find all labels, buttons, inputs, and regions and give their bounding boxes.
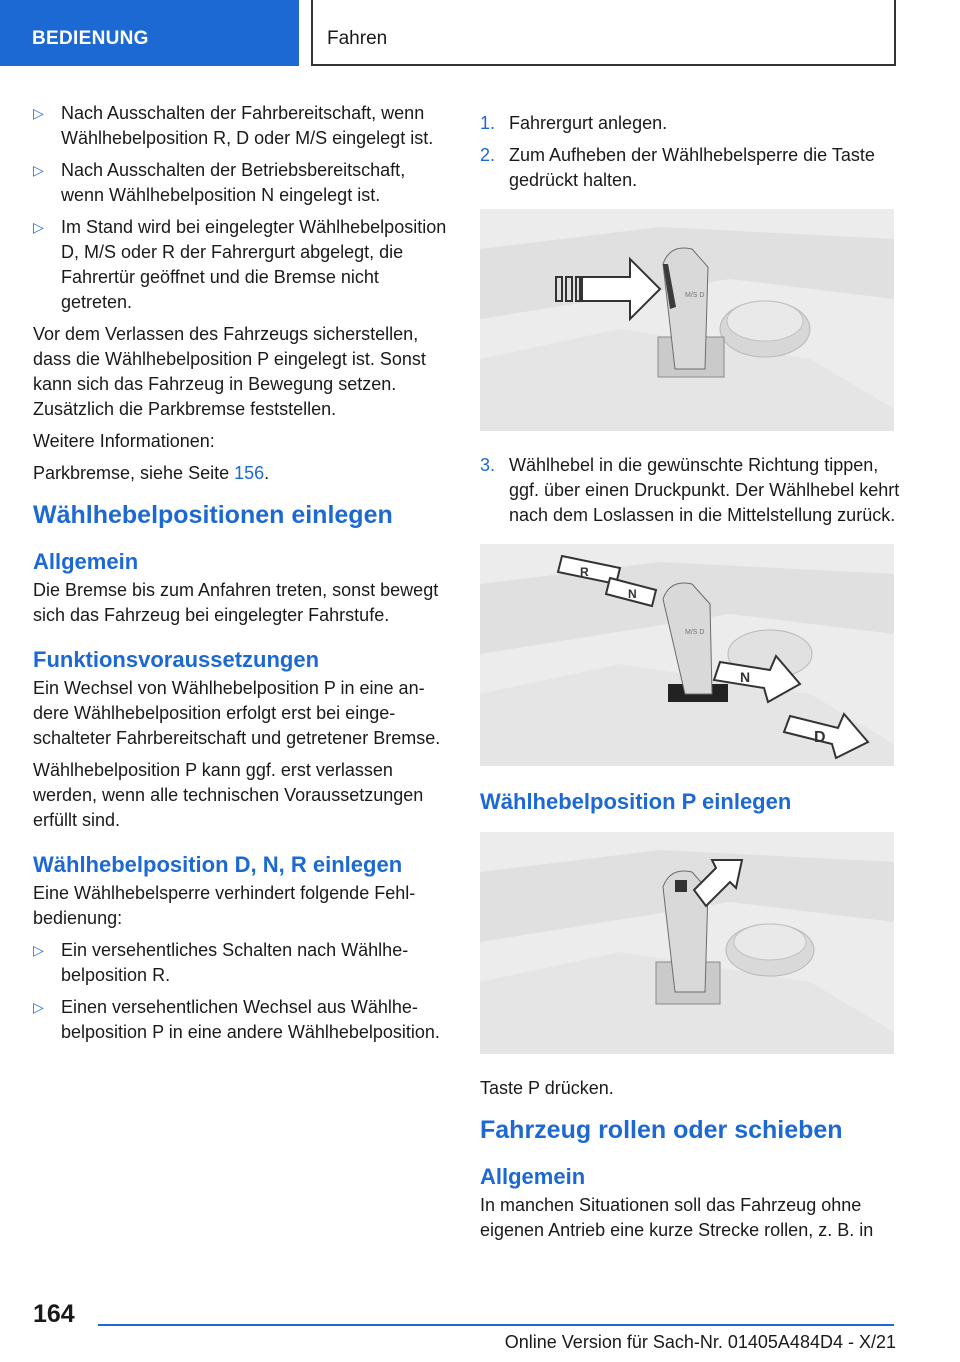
park-button-image — [480, 832, 894, 1054]
subheading: Wählhebelposition D, N, R einlegen — [33, 852, 403, 877]
paragraph: Die Bremse bis zum Anfahren treten, sonst bewegt sich das Fahrzeug bei eingelegter Fahrstufe. — [33, 580, 439, 625]
list-item: ▷ Ein versehentliches Schalten nach Wählhebelposition R. — [33, 940, 409, 985]
gear-direction-image — [480, 544, 894, 766]
gear-label-d: D — [814, 729, 826, 746]
subheading: Wählhebelposition P einlegen — [480, 789, 792, 814]
section-heading: Wählhebelpositionen einlegen — [33, 501, 393, 529]
chapter-box — [311, 0, 896, 66]
park-button-illustration — [480, 832, 894, 1054]
chapter-label: Fahren — [327, 28, 388, 49]
subheading: Allgemein — [33, 549, 139, 574]
triangle-bullet-icon: ▷ — [33, 162, 44, 178]
gear-label-n: N — [740, 669, 751, 685]
subheading: Funktionsvoraussetzungen — [33, 647, 320, 672]
svg-text:M/S D: M/S D — [685, 292, 705, 299]
paragraph: Wählhebelposition P kann ggf. erst verlassen werden, wenn alle technischen Voraussetzungen erfüllt sind. — [33, 760, 424, 830]
triangle-bullet-icon: ▷ — [33, 942, 44, 958]
gear-direction-illustration — [480, 544, 894, 766]
paragraph: Eine Wählhebelsperre verhindert folgende Fehlbedienung: — [33, 883, 416, 928]
paragraph: Parkbremse, siehe Seite 156. — [33, 463, 270, 483]
list-item: ▷ Nach Ausschalten der Fahrbereitschaft, wenn Wählhebelposition R, D oder M/S eingelegt ist. — [33, 103, 434, 148]
svg-text:M/S D: M/S D — [685, 629, 705, 636]
page-link[interactable]: 156 — [234, 463, 265, 483]
subheading: Allgemein — [480, 1164, 586, 1189]
list-item: ▷ Nach Ausschalten der Betriebsbereitschaft, wenn Wählhebelposition N eingelegt ist. — [33, 160, 406, 205]
section-heading: Fahrzeug rollen oder schieben — [480, 1116, 843, 1144]
step-number: 1. — [480, 113, 496, 133]
list-item: ▷ Einen versehentlichen Wechsel aus Wählhebelposition P in eine andere Wählhebelposition. — [33, 997, 440, 1042]
right-column — [480, 111, 900, 1250]
paragraph: Vor dem Verlassen des Fahrzeugs sicherstellen, dass die Wählhebelposition P eingelegt ist. Sonst kann sich das Fahrzeug in Bewegung setzen. Zusätzlich die Parkbremse feststellen. — [33, 324, 426, 419]
paragraph: Taste P drücken. — [480, 1078, 614, 1098]
left-column — [33, 101, 451, 1052]
step-number: 2. — [480, 145, 496, 165]
paragraph: In manchen Situationen soll das Fahrzeug ohne eigenen Antrieb eine kurze Strecke rollen, z. B. in — [480, 1195, 874, 1240]
triangle-bullet-icon: ▷ — [33, 999, 44, 1015]
gear-label-r: R — [580, 565, 589, 579]
section-label: BEDIENUNG — [32, 28, 149, 49]
list-item: ▷ Im Stand wird bei eingelegter Wählhebelposition D, M/S oder R der Fahrergurt abgelegt, die Fahrertür geöffnet und die Bremse nicht getreten. — [33, 217, 447, 312]
gear-selector-button-illustration — [480, 209, 894, 431]
step-item: 1. Fahrergurt anlegen. — [480, 111, 900, 136]
paragraph: Weitere Informationen: — [33, 431, 215, 451]
triangle-bullet-icon: ▷ — [33, 219, 44, 235]
page-number: 164 — [33, 1300, 75, 1328]
step-number: 3. — [480, 455, 496, 475]
gear-selector-image — [480, 209, 894, 431]
step-item: 2. Zum Aufheben der Wählhebelsperre die Taste gedrückt halten. — [480, 145, 875, 190]
footer-divider — [98, 1324, 894, 1326]
gear-label-n: N — [628, 587, 637, 601]
footer-version-text: Online Version für Sach-Nr. 01405A484D4 - X/21 — [504, 1332, 896, 1352]
step-item: 3. Wählhebel in die gewünschte Richtung tippen, ggf. über einen Druckpunkt. Der Wählhebel kehrt nach dem Loslassen in die Mittelstellung zurück. — [480, 455, 900, 525]
paragraph: Ein Wechsel von Wählhebelposition P in eine andere Wählhebelposition erfolgt erst bei eingeschalteter Fahrbereitschaft und getretener Bremse. — [33, 678, 441, 748]
section-tab — [0, 0, 299, 66]
triangle-bullet-icon: ▷ — [33, 105, 44, 121]
